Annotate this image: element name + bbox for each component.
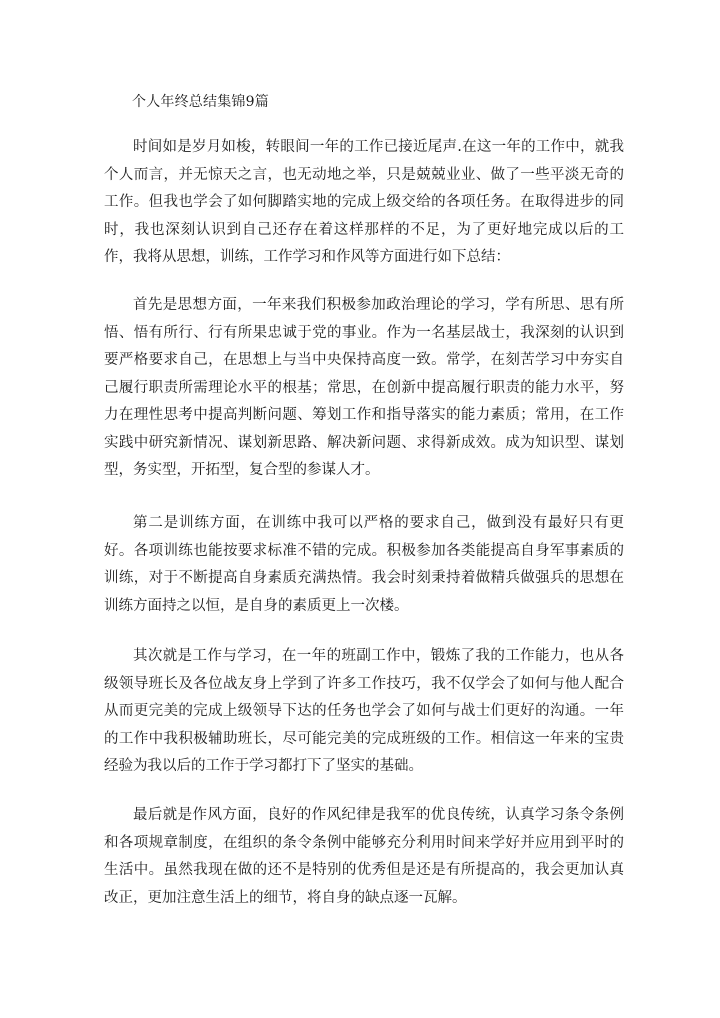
document-title: 个人年终总结集锦9篇 xyxy=(132,94,269,110)
paragraph-work-study: 其次就是工作与学习，在一年的班副工作中，锻炼了我的工作能力，也从各级领导班长及各位战友身上学到了许多工作技巧，我不仅学会了如何与他人配合从而更完美的完成上级领导下达的任务也学会了如何与战士们更好的沟通。一年的工作中我积极辅助班长，尽可能完美的完成班级的工作。相信这一年来的宝贵经验为我以后的工作于学习都打下了坚实的基础。 xyxy=(104,648,624,774)
paragraph-thought: 首先是思想方面，一年来我们积极参加政治理论的学习，学有所思、思有所悟、悟有所行、行有所果忠诚于党的事业。作为一名基层战士，我深刻的认识到要严格要求自己，在思想上与当中央保持高度一致。常学，在刻苦学习中夯实自己履行职责所需理论水平的根基；常思，在创新中提高履行职责的能力水平，努力在理性思考中提高判断问题、筹划工作和指导落实的能力素质；常用，在工作实践中研究新情况、谋划新思路、解决新问题、求得新成效。成为知识型、谋划型，务实型，开拓型，复合型的参谋人才。 xyxy=(104,297,624,478)
paragraph-intro: 时间如是岁月如梭，转眼间一年的工作已接近尾声.在这一年的工作中，就我个人而言，并无惊天之言，也无动地之举，只是兢兢业业、做了一些平淡无奇的工作。但我也学会了如何脚踏实地的完成上级交给的各项任务。在取得进步的同时，我也深刻认识到自己还存在着这样那样的不足，为了更好地完成以后的工作，我将从思想，训练，工作学习和作风等方面进行如下总结： xyxy=(104,139,624,265)
paragraph-style: 最后就是作风方面，良好的作风纪律是我军的优良传统，认真学习条令条例和各项规章制度，在组织的条令条例中能够充分利用时间来学好并应用到平时的生活中。虽然我现在做的还不是特别的优秀但是还是有所提高的，我会更加认真改正，更加注意生活上的细节，将自身的缺点逐一瓦解。 xyxy=(104,807,624,906)
paragraph-training: 第二是训练方面，在训练中我可以严格的要求自己，做到没有最好只有更好。各项训练也能按要求标准不错的完成。积极参加各类能提高自身军事素质的训练，对于不断提高自身素质充满热情。我会时刻秉持着做精兵做强兵的思想在训练方面持之以恒，是自身的素质更上一次楼。 xyxy=(104,515,624,614)
